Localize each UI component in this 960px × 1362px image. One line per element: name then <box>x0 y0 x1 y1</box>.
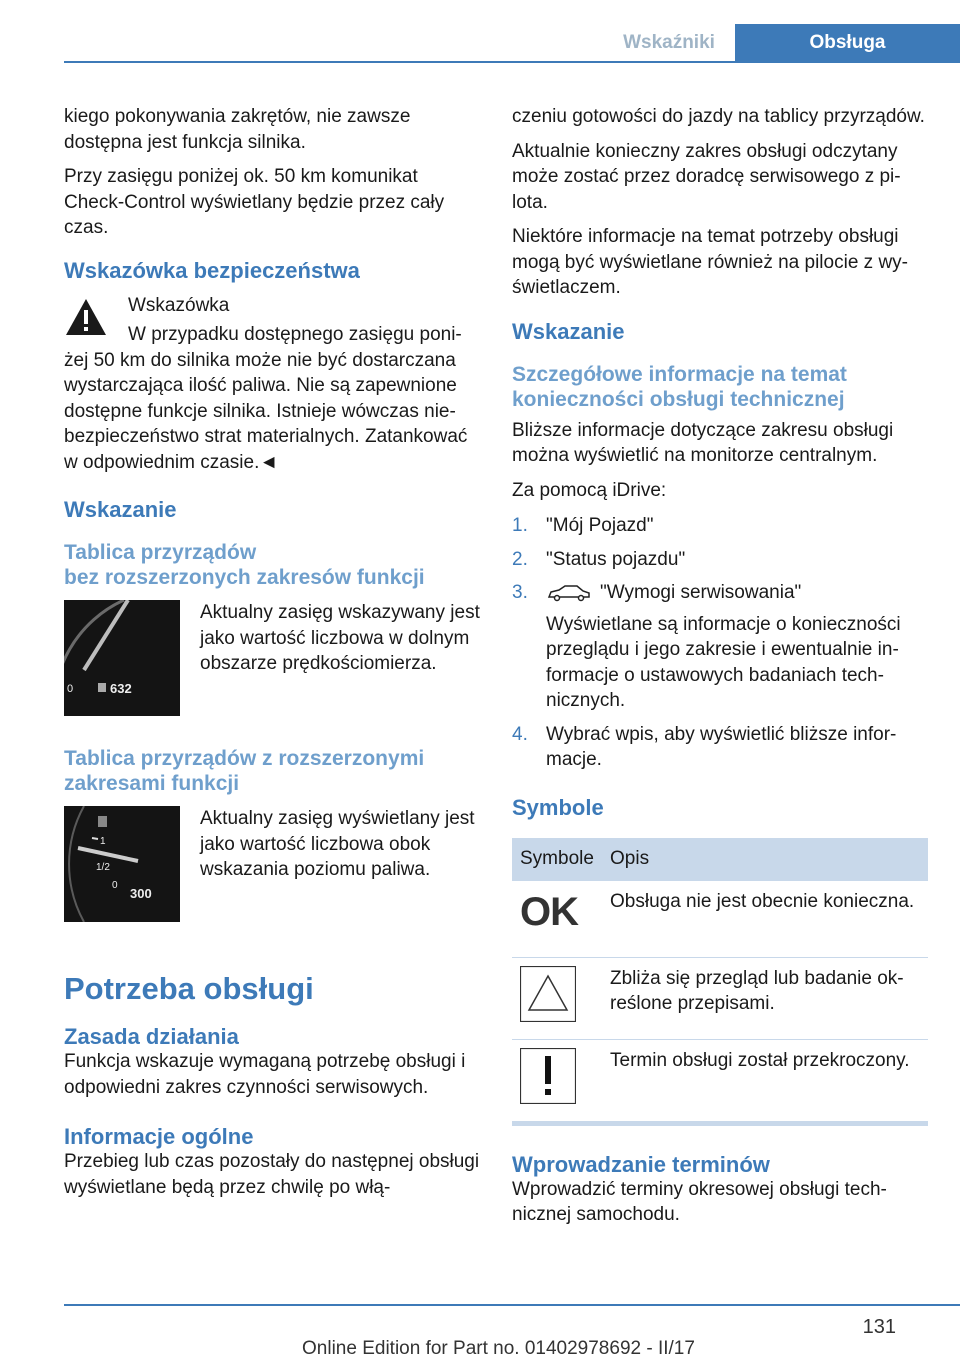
list-item: 3. "Wymogi serwisowania" Wyświetlane są informacje o konieczności przeglądu i jego zakresie i ewentualnie informacje o ustawowych badaniach technicznych. <box>512 580 928 714</box>
detail-heading: Szczegółowe informacje na temat konieczności obsługi technicznej <box>512 362 847 411</box>
paragraph: Niektóre informacje na temat potrzeby obsługi mogą być wyświetlane również na pilocie z wyświetlaczem. <box>512 226 908 298</box>
step3-detail: Wyświetlane są informacje o konieczności przeglądu i jego zakresie i ewentualnie informacje o ustawowych badaniach technicznych. <box>546 613 901 711</box>
car-service-icon <box>546 584 592 602</box>
page-header <box>0 0 960 62</box>
col-header-symbol: Symbole <box>512 838 602 881</box>
symbols-heading: Symbole <box>512 794 604 820</box>
svg-text:300: 300 <box>130 886 152 901</box>
triangle-warning-icon <box>520 966 576 1022</box>
speedometer-range-image <box>64 600 180 716</box>
edition-footer: Online Edition for Part no. 01402978692 - II/17 <box>302 1338 695 1359</box>
gauge1-text: Aktualny zasięg wskazywany jest jako wartość liczbowa w dolnym obszarze prędkościomierza. <box>200 602 480 674</box>
ok-icon: OK <box>520 889 578 934</box>
note-first-line: W przypadku dostępnego zasięgu poni- <box>128 324 462 345</box>
safety-note <box>64 293 480 348</box>
paragraph: Za pomocą iDrive: <box>512 479 667 501</box>
extended-cluster-heading: Tablica przyrządów z rozszerzonymi zakresami funkcji <box>64 747 425 795</box>
paragraph: Przy zasięgu poniżej ok. 50 km komunikat Check-Control wyświetlany będzie przez cały czas. <box>64 166 445 238</box>
gauge-block-1 <box>64 600 480 716</box>
gauge-block-2 <box>64 806 480 922</box>
fuel-gauge-image <box>64 806 180 922</box>
gauge2-text: Aktualny zasięg wyświetlany jest jako wartość liczbowa obok wskazania poziomu paliwa. <box>200 808 475 880</box>
warning-icon <box>64 297 108 337</box>
svg-text:632: 632 <box>110 681 132 696</box>
paragraph: Funkcja wskazuje wymaganą potrzebę obsługi i odpowiedni zakres czynności serwisowych. <box>64 1051 466 1098</box>
table-row: OK Obsługa nie jest obecnie konieczna. <box>512 881 928 958</box>
steps-list <box>512 513 928 773</box>
paragraph: Przebieg lub czas pozostały do następnej obsługi wyświetlane będą przez chwilę po włą- <box>64 1151 480 1198</box>
note-text: żej 50 km do silnika może nie być dostarczana wystarczająca ilość paliwa. Nie są zapewnione dostępne funkcje silnika. Istnieje wówczas niebezpieczeństwo strat materialnych. Zatankować w odpowiednim czasie.◄ <box>64 349 468 473</box>
list-item: 2. "Status pojazdu" <box>512 548 686 570</box>
note-title: Wskazówka <box>128 294 230 316</box>
principle-heading: Zasada działania <box>64 1024 239 1049</box>
col-header-description: Opis <box>602 838 928 881</box>
svg-text:1/2: 1/2 <box>96 862 110 873</box>
symbols-table <box>512 838 928 1122</box>
paragraph: Aktualnie konieczny zakres obsługi odczytany może zostać przez doradcę serwisowego z pilota. <box>512 140 901 213</box>
safety-heading: Wskazówka bezpieczeństwa <box>64 257 360 283</box>
header-tab-indicators[interactable]: Wskaźniki <box>623 32 715 53</box>
left-column <box>64 104 480 1209</box>
table-bottom-rule <box>512 1122 928 1126</box>
svg-text:0: 0 <box>112 880 118 891</box>
header-tab-operation[interactable]: Obsługa <box>735 24 960 62</box>
general-info-heading: Informacje ogólne <box>64 1124 254 1149</box>
table-header-row <box>512 838 928 881</box>
svg-text:1: 1 <box>100 836 106 847</box>
instrument-cluster-heading: Tablica przyrządów bez rozszerzonych zakresów funkcji <box>64 541 425 589</box>
display-heading-left: Wskazanie <box>64 497 177 522</box>
header-divider <box>64 61 960 63</box>
paragraph: Bliższe informacje dotyczące zakresu obsługi można wyświetlić na monitorze centralnym. <box>512 419 894 466</box>
display-heading-right: Wskazanie <box>512 318 625 344</box>
right-column <box>512 104 928 1237</box>
list-item: 4. Wybrać wpis, aby wyświetlić bliższe informacje. <box>512 723 897 770</box>
exclamation-icon <box>520 1048 576 1104</box>
service-requirement-heading: Potrzeba obsługi <box>64 971 314 1006</box>
page-number: 131 <box>862 1316 896 1338</box>
svg-text:0: 0 <box>67 683 74 695</box>
table-row: Termin obsługi został przekroczony. <box>512 1039 928 1121</box>
footer-divider <box>64 1304 960 1306</box>
paragraph: kiego pokonywania zakrętów, nie zawsze dostępna jest funkcja silnika. <box>64 106 411 153</box>
appointments-heading: Wprowadzanie terminów <box>512 1151 770 1177</box>
paragraph: Wprowadzić terminy okresowej obsługi technicznej samochodu. <box>512 1178 887 1225</box>
table-row: Zbliża się przegląd lub badanie określone przepisami. <box>512 957 928 1039</box>
list-item: 1. "Mój Pojazd" <box>512 515 654 536</box>
paragraph: czeniu gotowości do jazdy na tablicy przyrządów. <box>512 106 925 127</box>
